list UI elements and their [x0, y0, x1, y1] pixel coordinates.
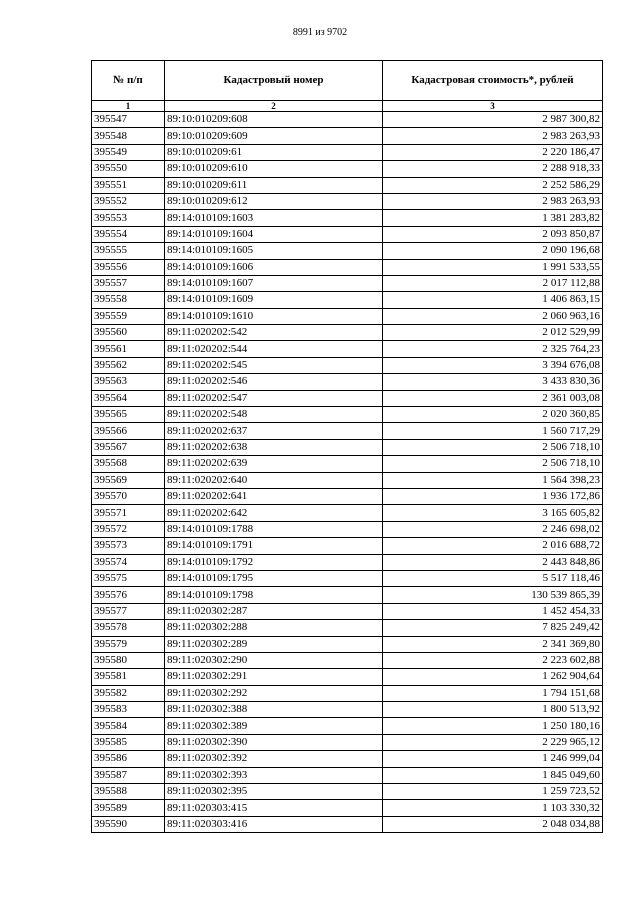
cadastral-value-cell: 1 560 717,29 — [383, 423, 603, 439]
cadastral-value-cell: 2 246 698,02 — [383, 521, 603, 537]
table-row — [92, 472, 603, 488]
cadastral-value-cell: 1 452 454,33 — [383, 603, 603, 619]
table-row — [92, 193, 603, 209]
cadastral-value-cell: 3 433 830,36 — [383, 374, 603, 390]
table-row — [92, 243, 603, 259]
row-number-cell: 395572 — [92, 521, 165, 537]
row-number-cell: 395590 — [92, 816, 165, 832]
cadastral-number-cell: 89:10:010209:61 — [165, 144, 383, 160]
row-number-cell: 395562 — [92, 357, 165, 373]
row-number-cell: 395567 — [92, 439, 165, 455]
table-row — [92, 292, 603, 308]
cadastral-value-cell: 2 093 850,87 — [383, 226, 603, 242]
row-number-cell: 395563 — [92, 374, 165, 390]
cadastral-value-cell: 2 443 848,86 — [383, 554, 603, 570]
table-row — [92, 784, 603, 800]
cadastral-value-cell: 2 983 263,93 — [383, 128, 603, 144]
cadastral-number-cell: 89:11:020303:415 — [165, 800, 383, 816]
row-number-cell: 395565 — [92, 407, 165, 423]
cadastral-number-cell: 89:11:020202:641 — [165, 488, 383, 504]
column-number-3: 3 — [383, 101, 603, 112]
cadastral-number-cell: 89:14:010109:1606 — [165, 259, 383, 275]
row-number-cell: 395582 — [92, 685, 165, 701]
table-row — [92, 587, 603, 603]
cadastral-number-cell: 89:14:010109:1604 — [165, 226, 383, 242]
cadastral-number-cell: 89:10:010209:612 — [165, 193, 383, 209]
table-row — [92, 161, 603, 177]
row-number-cell: 395574 — [92, 554, 165, 570]
row-number-cell: 395587 — [92, 767, 165, 783]
cadastral-number-cell: 89:14:010109:1795 — [165, 570, 383, 586]
table-row — [92, 505, 603, 521]
cadastral-number-cell: 89:11:020302:292 — [165, 685, 383, 701]
row-number-cell: 395552 — [92, 193, 165, 209]
table-row — [92, 341, 603, 357]
table-column-number-row — [92, 101, 603, 112]
table-header-row — [92, 61, 603, 101]
row-number-cell: 395559 — [92, 308, 165, 324]
table-row — [92, 112, 603, 128]
cadastral-number-cell: 89:10:010209:609 — [165, 128, 383, 144]
cadastral-number-cell: 89:11:020303:416 — [165, 816, 383, 832]
cadastral-value-cell: 2 012 529,99 — [383, 325, 603, 341]
cadastral-value-cell: 2 223 602,88 — [383, 652, 603, 668]
cadastral-value-table — [91, 60, 603, 833]
cadastral-value-cell: 2 220 186,47 — [383, 144, 603, 160]
table-row — [92, 439, 603, 455]
table-row — [92, 702, 603, 718]
cadastral-number-cell: 89:11:020302:392 — [165, 751, 383, 767]
row-number-cell: 395579 — [92, 636, 165, 652]
cadastral-value-cell: 2 090 196,68 — [383, 243, 603, 259]
cadastral-value-cell: 130 539 865,39 — [383, 587, 603, 603]
table-row — [92, 800, 603, 816]
table-row — [92, 456, 603, 472]
cadastral-number-cell: 89:11:020202:548 — [165, 407, 383, 423]
table-row — [92, 570, 603, 586]
cadastral-number-cell: 89:10:010209:611 — [165, 177, 383, 193]
table-row — [92, 488, 603, 504]
cadastral-value-cell: 1 259 723,52 — [383, 784, 603, 800]
cadastral-number-cell: 89:14:010109:1792 — [165, 554, 383, 570]
column-number-1: 1 — [92, 101, 165, 112]
cadastral-value-cell: 7 825 249,42 — [383, 620, 603, 636]
row-number-cell: 395558 — [92, 292, 165, 308]
table-row — [92, 734, 603, 750]
row-number-cell: 395549 — [92, 144, 165, 160]
cadastral-number-cell: 89:11:020202:637 — [165, 423, 383, 439]
cadastral-number-cell: 89:14:010109:1605 — [165, 243, 383, 259]
table-row — [92, 685, 603, 701]
table-row — [92, 144, 603, 160]
row-number-cell: 395589 — [92, 800, 165, 816]
cadastral-value-cell: 2 506 718,10 — [383, 439, 603, 455]
table-row — [92, 407, 603, 423]
table-row — [92, 554, 603, 570]
cadastral-number-cell: 89:11:020302:393 — [165, 767, 383, 783]
table-row — [92, 718, 603, 734]
cadastral-number-cell: 89:10:010209:608 — [165, 112, 383, 128]
cadastral-number-cell: 89:10:010209:610 — [165, 161, 383, 177]
cadastral-value-cell: 1 406 863,15 — [383, 292, 603, 308]
table-row — [92, 669, 603, 685]
table-row — [92, 751, 603, 767]
cadastral-number-cell: 89:11:020302:395 — [165, 784, 383, 800]
cadastral-number-cell: 89:11:020202:642 — [165, 505, 383, 521]
cadastral-value-cell: 1 381 283,82 — [383, 210, 603, 226]
table-row — [92, 357, 603, 373]
cadastral-number-cell: 89:14:010109:1791 — [165, 538, 383, 554]
cadastral-number-cell: 89:11:020302:389 — [165, 718, 383, 734]
row-number-cell: 395569 — [92, 472, 165, 488]
row-number-cell: 395586 — [92, 751, 165, 767]
table-row — [92, 521, 603, 537]
table-row — [92, 177, 603, 193]
page-number-header: 8991 из 9702 — [292, 27, 348, 38]
table-row — [92, 652, 603, 668]
cadastral-value-cell: 2 987 300,82 — [383, 112, 603, 128]
cadastral-value-cell: 2 288 918,33 — [383, 161, 603, 177]
row-number-cell: 395570 — [92, 488, 165, 504]
cadastral-value-cell: 1 103 330,32 — [383, 800, 603, 816]
cadastral-number-cell: 89:14:010109:1607 — [165, 275, 383, 291]
cadastral-value-cell: 2 017 112,88 — [383, 275, 603, 291]
cadastral-number-cell: 89:11:020302:287 — [165, 603, 383, 619]
cadastral-number-cell: 89:11:020202:546 — [165, 374, 383, 390]
cadastral-number-cell: 89:11:020302:291 — [165, 669, 383, 685]
row-number-cell: 395577 — [92, 603, 165, 619]
row-number-cell: 395554 — [92, 226, 165, 242]
cadastral-value-cell: 2 506 718,10 — [383, 456, 603, 472]
cadastral-number-cell: 89:11:020302:288 — [165, 620, 383, 636]
cadastral-value-cell: 2 341 369,80 — [383, 636, 603, 652]
cadastral-number-cell: 89:11:020202:547 — [165, 390, 383, 406]
row-number-cell: 395550 — [92, 161, 165, 177]
header-cadastral-number: Кадастровый номер — [165, 61, 383, 101]
cadastral-value-cell: 2 020 360,85 — [383, 407, 603, 423]
table-row — [92, 767, 603, 783]
row-number-cell: 395557 — [92, 275, 165, 291]
table-row — [92, 210, 603, 226]
cadastral-number-cell: 89:11:020202:545 — [165, 357, 383, 373]
cadastral-number-cell: 89:14:010109:1788 — [165, 521, 383, 537]
cadastral-value-cell: 2 060 963,16 — [383, 308, 603, 324]
row-number-cell: 395564 — [92, 390, 165, 406]
table-row — [92, 226, 603, 242]
cadastral-number-cell: 89:11:020302:290 — [165, 652, 383, 668]
table-row — [92, 636, 603, 652]
cadastral-number-cell: 89:11:020302:388 — [165, 702, 383, 718]
table-row — [92, 128, 603, 144]
row-number-cell: 395555 — [92, 243, 165, 259]
cadastral-number-cell: 89:14:010109:1798 — [165, 587, 383, 603]
row-number-cell: 395561 — [92, 341, 165, 357]
table-row — [92, 390, 603, 406]
row-number-cell: 395556 — [92, 259, 165, 275]
cadastral-value-cell: 3 165 605,82 — [383, 505, 603, 521]
row-number-cell: 395573 — [92, 538, 165, 554]
row-number-cell: 395548 — [92, 128, 165, 144]
table-row — [92, 538, 603, 554]
cadastral-value-cell: 2 048 034,88 — [383, 816, 603, 832]
cadastral-number-cell: 89:11:020302:289 — [165, 636, 383, 652]
cadastral-value-cell: 1 991 533,55 — [383, 259, 603, 275]
row-number-cell: 395566 — [92, 423, 165, 439]
cadastral-value-cell: 3 394 676,08 — [383, 357, 603, 373]
table-row — [92, 259, 603, 275]
cadastral-number-cell: 89:11:020202:638 — [165, 439, 383, 455]
table-row — [92, 275, 603, 291]
row-number-cell: 395571 — [92, 505, 165, 521]
row-number-cell: 395568 — [92, 456, 165, 472]
cadastral-value-cell: 1 564 398,23 — [383, 472, 603, 488]
table-row — [92, 423, 603, 439]
table-row — [92, 374, 603, 390]
row-number-cell: 395553 — [92, 210, 165, 226]
header-cadastral-value: Кадастровая стоимость*, рублей — [383, 61, 603, 101]
row-number-cell: 395575 — [92, 570, 165, 586]
cadastral-number-cell: 89:11:020202:639 — [165, 456, 383, 472]
table-row — [92, 816, 603, 832]
row-number-cell: 395585 — [92, 734, 165, 750]
row-number-cell: 395547 — [92, 112, 165, 128]
table-row — [92, 603, 603, 619]
row-number-cell: 395580 — [92, 652, 165, 668]
table-row — [92, 308, 603, 324]
cadastral-number-cell: 89:11:020202:544 — [165, 341, 383, 357]
cadastral-value-cell: 1 262 904,64 — [383, 669, 603, 685]
cadastral-number-cell: 89:11:020302:390 — [165, 734, 383, 750]
table-row — [92, 325, 603, 341]
row-number-cell: 395581 — [92, 669, 165, 685]
cadastral-value-cell: 5 517 118,46 — [383, 570, 603, 586]
cadastral-value-cell: 1 250 180,16 — [383, 718, 603, 734]
header-row-number: № п/п — [92, 61, 165, 101]
row-number-cell: 395576 — [92, 587, 165, 603]
row-number-cell: 395588 — [92, 784, 165, 800]
row-number-cell: 395584 — [92, 718, 165, 734]
cadastral-value-cell: 2 252 586,29 — [383, 177, 603, 193]
cadastral-value-cell: 2 016 688,72 — [383, 538, 603, 554]
cadastral-value-cell: 1 246 999,04 — [383, 751, 603, 767]
table-body — [92, 112, 603, 833]
cadastral-value-cell: 1 794 151,68 — [383, 685, 603, 701]
cadastral-number-cell: 89:14:010109:1603 — [165, 210, 383, 226]
cadastral-number-cell: 89:11:020202:640 — [165, 472, 383, 488]
cadastral-value-cell: 2 325 764,23 — [383, 341, 603, 357]
row-number-cell: 395583 — [92, 702, 165, 718]
cadastral-value-cell: 2 983 263,93 — [383, 193, 603, 209]
cadastral-value-cell: 1 800 513,92 — [383, 702, 603, 718]
row-number-cell: 395551 — [92, 177, 165, 193]
cadastral-number-cell: 89:14:010109:1610 — [165, 308, 383, 324]
cadastral-value-cell: 1 936 172,86 — [383, 488, 603, 504]
cadastral-value-cell: 2 361 003,08 — [383, 390, 603, 406]
cadastral-number-cell: 89:14:010109:1609 — [165, 292, 383, 308]
table-row — [92, 620, 603, 636]
cadastral-value-cell: 2 229 965,12 — [383, 734, 603, 750]
column-number-2: 2 — [165, 101, 383, 112]
row-number-cell: 395578 — [92, 620, 165, 636]
cadastral-value-cell: 1 845 049,60 — [383, 767, 603, 783]
cadastral-number-cell: 89:11:020202:542 — [165, 325, 383, 341]
row-number-cell: 395560 — [92, 325, 165, 341]
